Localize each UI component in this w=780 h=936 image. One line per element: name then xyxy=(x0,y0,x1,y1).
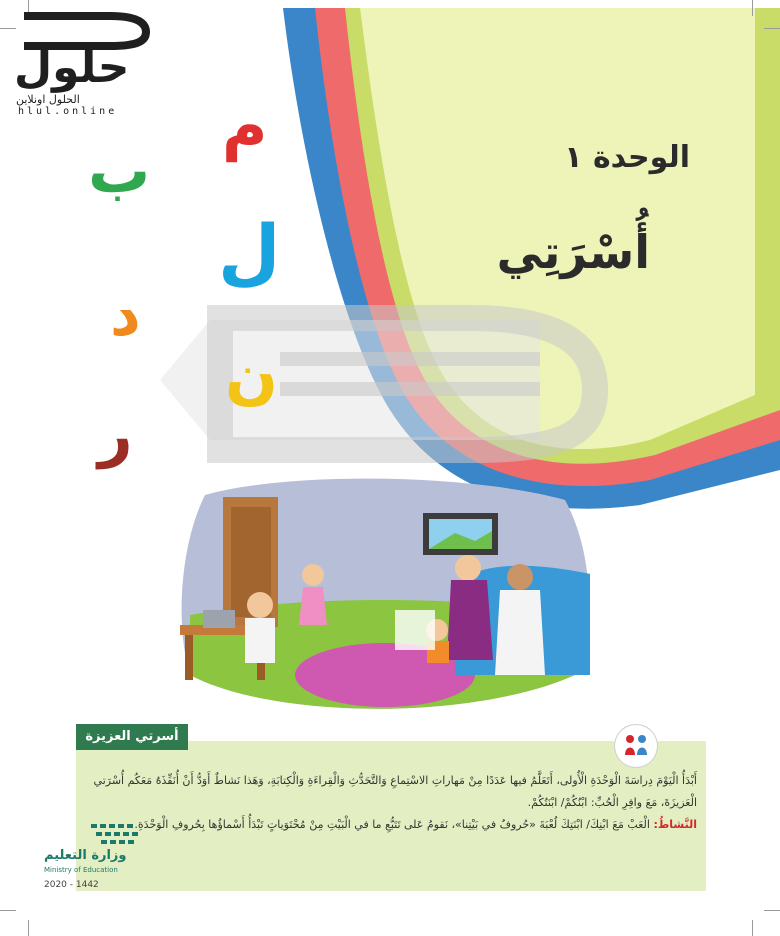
crop-mark xyxy=(0,910,16,911)
letter-meem: م xyxy=(222,89,268,162)
crop-mark xyxy=(0,28,16,29)
ministry-english: Ministry of Education xyxy=(44,866,118,874)
family-icon xyxy=(615,725,657,767)
family-scene-illustration xyxy=(175,475,590,720)
panel-text xyxy=(92,770,697,836)
panel-paragraph: أَبْدَأُ الْيَوْمَ دِراسَةَ الْوَحْدَةِ الْأُولى، أَتَعَلَّمُ فيها عَدَدًا مِنْ مَهاراتِ الاسْتِماعِ وَالتَّحَدُّثِ وَالْقِراءَةِ وَالْكِتابَةِ، وَهَذا نَشاطٌ أَوَدُّ أَنْ أُنَفِّذَهُ مَعَكُم أُسْرَتي الْعَزيزَةَ، مَعَ وافِرِ الْحُبِّ: ابْنُكُمْ/ ابْنَتُكُمْ. xyxy=(93,774,697,809)
crop-mark xyxy=(764,910,780,911)
ministry-year: 2020 - 1442 xyxy=(44,880,99,890)
logo-text: حلول xyxy=(14,42,130,93)
letter-daal: د xyxy=(110,280,141,350)
panel-tab: أسرتي العزيزة xyxy=(76,724,188,750)
crop-mark xyxy=(28,920,29,936)
letter-noon: ن xyxy=(225,339,278,412)
crop-mark xyxy=(752,0,753,16)
ministry-name: وزارة التعليم xyxy=(44,848,127,863)
unit-title: أُسْرَتِي xyxy=(496,225,650,279)
unit-label: الوحدة ١ xyxy=(564,140,690,175)
activity-text: الْعَبْ مَعَ ابْنِكَ/ ابْنَتِكَ لُعْبَةَ «حُروفٌ في بَيْتِنا»، نَقومُ عَلى تَتَبُّعِ ما في الْبَيْتِ مِنْ مُحْتَوَياتٍ تَبْدَأُ أَسْماؤُها بِحُروفِ الْوَحْدَةِ. xyxy=(134,818,650,831)
watermark-bar-1 xyxy=(280,352,540,366)
watermark-bar-2 xyxy=(280,382,540,396)
logo-url: hlul.online xyxy=(18,106,118,117)
panel-activity xyxy=(92,814,697,836)
letter-baa: ب xyxy=(88,134,151,207)
logo-subtitle: الحلول اونلاين xyxy=(16,93,80,106)
activity-label: النَّشاطُ: xyxy=(653,818,697,831)
letter-raa: ر xyxy=(98,400,133,470)
crop-mark xyxy=(752,920,753,936)
crop-mark xyxy=(764,28,780,29)
letter-laam: ل xyxy=(218,209,281,293)
ministry-logo-icon xyxy=(86,820,166,848)
